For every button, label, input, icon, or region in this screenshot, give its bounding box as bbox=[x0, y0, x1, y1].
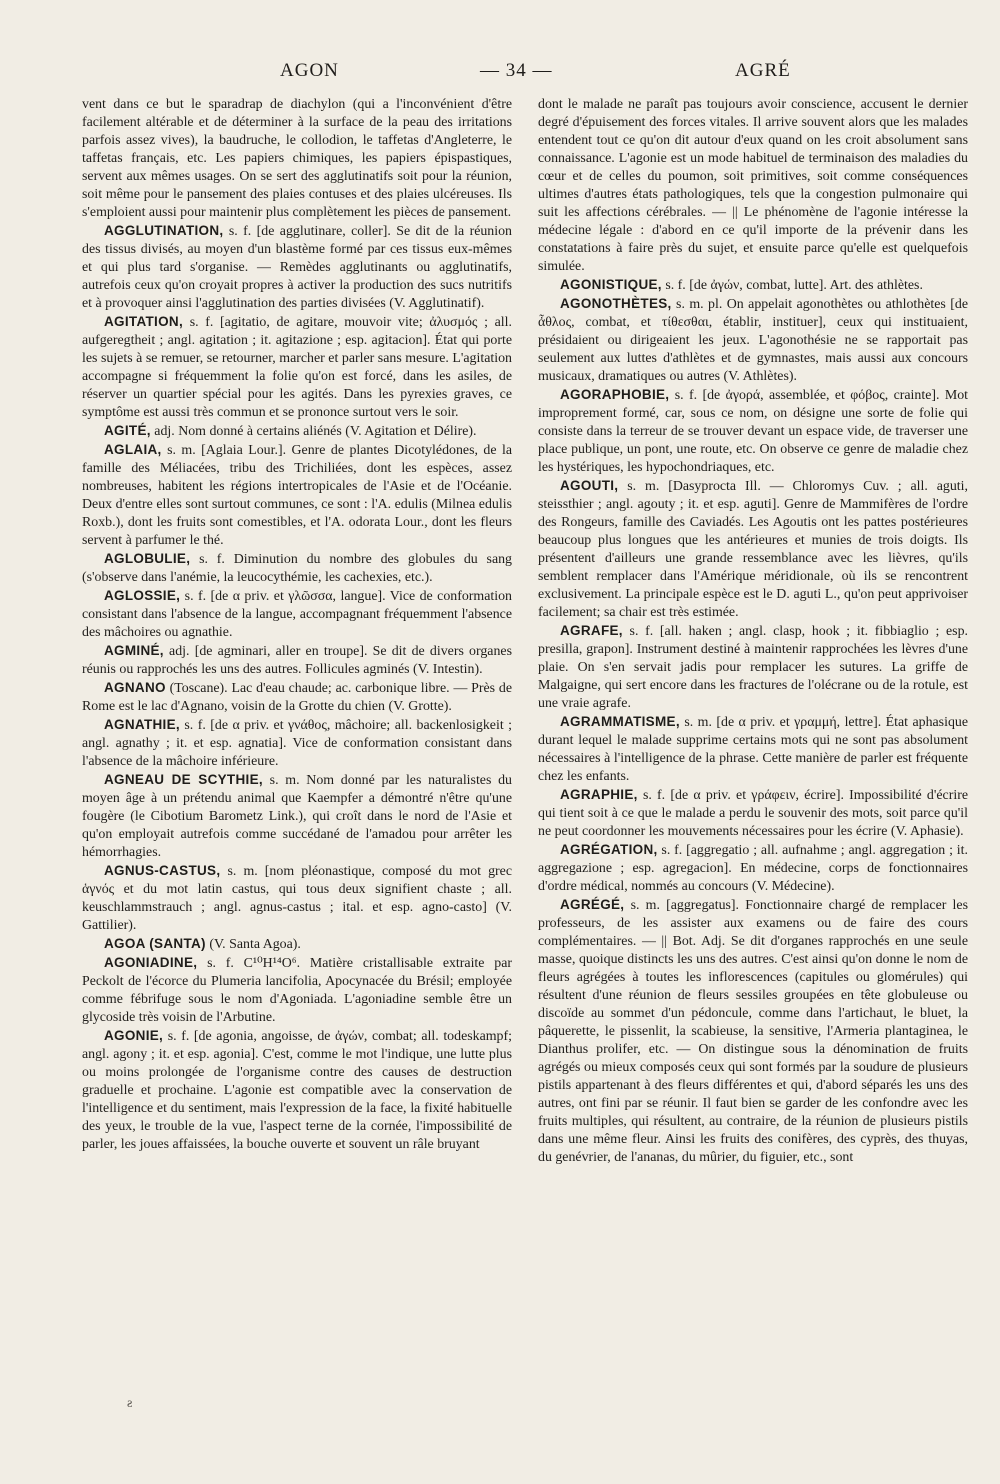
entry-headword: AGOA (SANTA) bbox=[104, 936, 206, 951]
entry-text: s. f. [de agglutinare, coller]. Se dit de la réunion des tissus divisés, au moyen d'un blastème formé par ces tissus eux-mêmes et qui plus tard s'organise. — Remèdes agglutinants ou agglutinatifs, autrefois ceux qu'on croyait propres à activer la production des sucs nutritifs et à provoquer ainsi l'agglutination des parties divisées (V. Agglutinatif). bbox=[82, 224, 512, 311]
entry-text: s. f. [all. haken ; angl. clasp, hook ; it. fibbiaglio ; esp. presilla, grapon]. Instrument destiné à maintenir rapprochées les lèvres d'une plaie. On s'en servait jadis pour remplacer les sutures. La griffe de Malgaigne, qui sert encore dans les fractures de l'olécrane ou de la rotule, est une vraie agrafe. bbox=[538, 624, 968, 711]
left-column bbox=[82, 96, 512, 1396]
entry-text: s. m. pl. On appelait agonothètes ou athlothètes [de ἆθλος, combat, et τίθεσθαι, établir, instituer], ceux qui instituaient, présidaient ou dirigeaient les jeux. L'agonothésie ne se rapportait pas seulement aux luttes d'athlètes et de gymnastes, mais aussi aux concours musicaux, dramatiques ou autres (V. Athlètes). bbox=[538, 297, 968, 384]
page-header bbox=[80, 60, 970, 86]
dictionary-entry bbox=[538, 295, 968, 386]
entry-text: s. f. [de agonia, angoisse, de ἀγών, combat; all. todeskampf; angl. agony ; it. et esp. agonia]. C'est, comme le mot l'indique, une lutte plus ou moins prolongée de l'organisme contre des causes de destruction graduelle et prochaine. L'agonie est compatible avec la conservation de l'intelligence et du sentiment, mais l'expression de la face, la fixité habituelle des yeux, le trouble de la vue, l'aspect terne de la cornée, l'impossibilité de parler, les joues affaissées, la bouche ouverte et souvent un râle bruyant bbox=[82, 1029, 512, 1152]
entry-headword: AGRAMMATISME, bbox=[560, 714, 680, 729]
entry-headword: AGORAPHOBIE, bbox=[560, 387, 670, 402]
entry-headword: AGRÉGÉ, bbox=[560, 897, 625, 912]
dictionary-entry bbox=[538, 477, 968, 622]
entry-headword: AGLOBULIE, bbox=[104, 551, 191, 566]
entry-text: vent dans ce but le sparadrap de diachylon (qui a l'inconvénient d'être facilement altérable et de déterminer à la surface de la peau des irritations parfois assez vives), la baudruche, le collodion, le taffetas d'Angleterre, le taffetas français, etc. Les papiers chimiques, les papiers épispastiques, servent aux mêmes usages. On se sert des agglutinatifs soit pour la réunion, soit même pour le pansement des plaies contuses et des plaies ulcéreuses. Ils s'emploient aussi pour maintenir plus complètement les pièces de pansement. bbox=[82, 97, 512, 220]
dictionary-entry bbox=[82, 679, 512, 716]
entry-text: s. f. [agitatio, de agitare, mouvoir vite; ἀλυσμός ; all. aufgeregtheit ; angl. agitation ; it. agitazione ; esp. agitacion]. État qui porte les sujets à se remuer, se retourner, marcher et parler sans mesure. L'agitation accompagne si fréquemment la folie qu'on est forcé, dans les asiles, de réserver un quartier spécial pour les agités. Dans les pyrexies graves, ce symptôme est aussi très commun et se prononce surtout vers le soir. bbox=[82, 315, 512, 420]
entry-headword: AGONISTIQUE, bbox=[560, 277, 662, 292]
entry-text: s. m. [de α priv. et γραμμή, lettre]. État aphasique durant lequel le malade supprime certains mots qui ne sont pas absolument nécessaires à l'intelligence de la phrase. Cette manière de parler est fréquente chez les enfants. bbox=[538, 715, 968, 784]
dictionary-entry bbox=[82, 441, 512, 550]
entry-headword: AGRAPHIE, bbox=[560, 787, 638, 802]
entry-headword: AGMINÉ, bbox=[104, 643, 164, 658]
dictionary-entry bbox=[82, 935, 512, 954]
entry-text: dont le malade ne paraît pas toujours avoir conscience, accusent le dernier degré d'épuisement des forces vitales. Il arrive souvent alors que les malades entendent tout ce qu'on dit autour d'eux quand on les croit absolument sans connaissance. L'agonie est un mode habituel de terminaison des maladies du cœur et de celles du poumon, soit primitives, soit comme conséquences ultimes d'autres états pathologiques, tels que la congestion pulmonaire qui suit les affections cérébrales. — || Le phénomène de l'agonie intéresse la médecine légale : d'abord en ce qu'il importe de la prévenir dans les constatations à faire près du sujet, et ensuite parce qu'elle est quelquefois simulée. bbox=[538, 97, 968, 274]
entry-text: s. m. [nom pléonastique, composé du mot grec ἁγνός et du mot latin castus, qui tous deux signifient chaste ; all. keuschlammstrauch ; angl. agnus-castus ; ital. et esp. agno-casto] (V. Gattilier). bbox=[82, 864, 512, 933]
entry-headword: AGRÉGATION, bbox=[560, 842, 658, 857]
entry-text: s. f. [aggregatio ; all. aufnahme ; angl. aggregation ; it. aggregazione ; esp. agregacion]. En médecine, corps de fonctionnaires d'ordre médical, nommés au concours (V. Médecine). bbox=[538, 843, 968, 894]
entry-headword: AGNATHIE, bbox=[104, 717, 180, 732]
entry-text: s. f. [de α priv. et γράφειν, écrire]. Impossibilité d'écrire qui tient soit à ce que le malade a perdu le souvenir des mots, soit parce qu'il ne peut coordonner les mouvements nécessaires pour les écrire (V. Aphasie). bbox=[538, 788, 968, 839]
dictionary-entry bbox=[82, 771, 512, 862]
entry-headword: AGITATION, bbox=[104, 314, 183, 329]
dictionary-entry bbox=[82, 587, 512, 642]
entry-text: s. m. [Aglaia Lour.]. Genre de plantes Dicotylédones, de la famille des Méliacées, tribu des Trichiliées, dont les espèces, assez nombreuses, habitent les régions intertropicales de l'Asie et de l'Océanie. Deux d'entre elles sont surtout communes, ce sont : l'A. edulis (Milnea edulis Roxb.), dont les fruits sont comestibles, et l'A. odorata Lour., dont les fleurs servent à parfumer le thé. bbox=[82, 443, 512, 548]
dictionary-entry bbox=[538, 841, 968, 896]
entry-text: (Toscane). Lac d'eau chaude; ac. carbonique libre. — Près de Rome est le lac d'Agnano, voisin de la Grotte du chien (V. Grotte). bbox=[82, 681, 512, 714]
dictionary-entry bbox=[82, 313, 512, 422]
entry-text: s. f. C¹⁰H¹⁴O⁶. Matière cristallisable extraite par Peckolt de l'écorce du Plumeria lancifolia, Apocynacée du Brésil; employée comme fébrifuge sous le nom d'Agoniada. L'agoniadine semble être un glycoside très voisin de l'Arbutine. bbox=[82, 956, 512, 1025]
entry-text: s. f. [de ἀγορά, assemblée, et φόβος, crainte]. Mot improprement formé, car, sous ce nom, on désigne une sorte de folie qui consiste dans la terreur de se trouver devant un espace vide, de traverser une place publique, un pont, une route, etc. On observe ce genre de maladie chez les hystériques, les hypochondriaques, etc. bbox=[538, 388, 968, 475]
dictionary-entry bbox=[538, 96, 968, 276]
dictionary-entry bbox=[538, 622, 968, 713]
entry-headword: AGONIADINE, bbox=[104, 955, 198, 970]
entry-text: adj. [de agminari, aller en troupe]. Se dit de divers organes réunis ou rapprochés les uns des autres. Follicules agminés (V. Intestin). bbox=[82, 644, 512, 677]
dictionary-entry bbox=[538, 386, 968, 477]
entry-text: s. m. [aggregatus]. Fonctionnaire chargé de remplacer les professeurs, de les assister aux examens ou de faire des cours complémentaires. — || Bot. Adj. Se dit d'organes rapprochés en une seule masse, quoique distincts les uns des autres. C'est ainsi qu'on donne le nom de fleurs agrégées à toutes les inflorescences (capitules ou glomérules) qui résultent d'une réunion de fleurs sessiles groupées en tête globuleuse ou discoïde au sommet d'un pédoncule, comme dans l'artichaut, le bluet, la pâquerette, le pissenlit, la scabieuse, la sensitive, l'Armeria plantaginea, le Dianthus prolifer, etc. — On distingue sous la dénomination de fruits agrégés ou mieux composés ceux qui sont formés par la soudure de plusieurs pistils appartenant à des fleurs différentes et qui, d'abord séparés les uns des autres, ont fini par se réunir. Il faut bien se garder de les confondre avec les fruits multiples, qui résultent, au contraire, de la réunion de plusieurs pistils dans une même fleur. Ainsi les fruits des conifères, des cyprès, des thuyas, du genévrier, de l'ananas, du mûrier, du figuier, etc., sont bbox=[538, 898, 968, 1165]
dictionary-entry bbox=[538, 786, 968, 841]
header-left-guide-word: AGON bbox=[280, 60, 339, 81]
dictionary-entry bbox=[82, 642, 512, 679]
dictionary-entry bbox=[538, 713, 968, 786]
dictionary-entry bbox=[82, 422, 512, 441]
dictionary-entry bbox=[82, 954, 512, 1027]
page-number: — 34 — bbox=[480, 60, 553, 81]
entry-text: (V. Santa Agoa). bbox=[205, 937, 301, 952]
entry-text: s. f. [de α priv. et γνάθος, mâchoire; all. backenlosigkeit ; angl. agnathy ; it. et esp. agnatia]. Vice de conformation consistant dans l'absence de la mâchoire inférieure. bbox=[82, 718, 512, 769]
entry-text: s. m. Nom donné par les naturalistes du moyen âge à un prétendu animal que Kaempfer a démontré n'être qu'une fougère (le Cibotium Barometz Link.), qui croît dans le nord de l'Asie et qu'on employait autrefois comme succédané de l'amadou pour arrêter les hémorrhagies. bbox=[82, 773, 512, 860]
entry-headword: AGNUS-CASTUS, bbox=[104, 863, 221, 878]
entry-headword: AGRAFE, bbox=[560, 623, 623, 638]
entry-headword: AGLOSSIE, bbox=[104, 588, 181, 603]
dictionary-entry bbox=[538, 896, 968, 1167]
entry-headword: AGOUTI, bbox=[560, 478, 619, 493]
entry-headword: AGLAIA, bbox=[104, 442, 162, 457]
entry-headword: AGGLUTINATION, bbox=[104, 223, 224, 238]
entry-headword: AGNANO bbox=[104, 680, 166, 695]
entry-text: s. f. [de ἀγών, combat, lutte]. Art. des athlètes. bbox=[661, 278, 923, 293]
header-right-guide-word: AGRÉ bbox=[735, 60, 791, 81]
entry-headword: AGNEAU DE SCYTHIE, bbox=[104, 772, 263, 787]
dictionary-entry bbox=[82, 862, 512, 935]
entry-headword: AGONOTHÈTES, bbox=[560, 296, 672, 311]
dictionary-entry bbox=[82, 716, 512, 771]
dictionary-entry bbox=[82, 222, 512, 313]
entry-text: s. f. Diminution du nombre des globules du sang (s'observe dans l'anémie, la leucocythémie, les cachexies, etc.). bbox=[82, 552, 512, 585]
entry-text: s. m. [Dasyprocta Ill. — Chloromys Cuv. ; all. aguti, steissthier ; angl. agouty ; it. et esp. aguti]. Genre de Mammifères de l'ordre des Rongeurs, famille des Caviadés. Les Agoutis ont les pattes postérieures beaucoup plus longues que les antérieures et munies de trois doigts. Ils présentent d'ailleurs une grande ressemblance avec les lièvres, qu'ils semblent remplacer dans l'Amérique méridionale, où ils se rencontrent exclusivement. La principale espèce est le D. aguti L., qu'on peut apprivoiser facilement; sa chair est très estimée. bbox=[538, 479, 968, 620]
signature-mark: ƨ bbox=[127, 1396, 133, 1411]
entry-headword: AGITÉ, bbox=[104, 423, 151, 438]
entry-text: s. f. [de α priv. et γλῶσσα, langue]. Vice de conformation consistant dans l'absence de la langue, accompagnant fréquemment l'absence des mâchoires ou agnathie. bbox=[82, 589, 512, 640]
dictionary-entry bbox=[82, 1027, 512, 1154]
entry-text: adj. Nom donné à certains aliénés (V. Agitation et Délire). bbox=[150, 424, 477, 439]
entry-headword: AGONIE, bbox=[104, 1028, 164, 1043]
dictionary-entry bbox=[82, 96, 512, 222]
right-column bbox=[538, 96, 968, 1396]
dictionary-entry bbox=[82, 550, 512, 587]
dictionary-entry bbox=[538, 276, 968, 295]
